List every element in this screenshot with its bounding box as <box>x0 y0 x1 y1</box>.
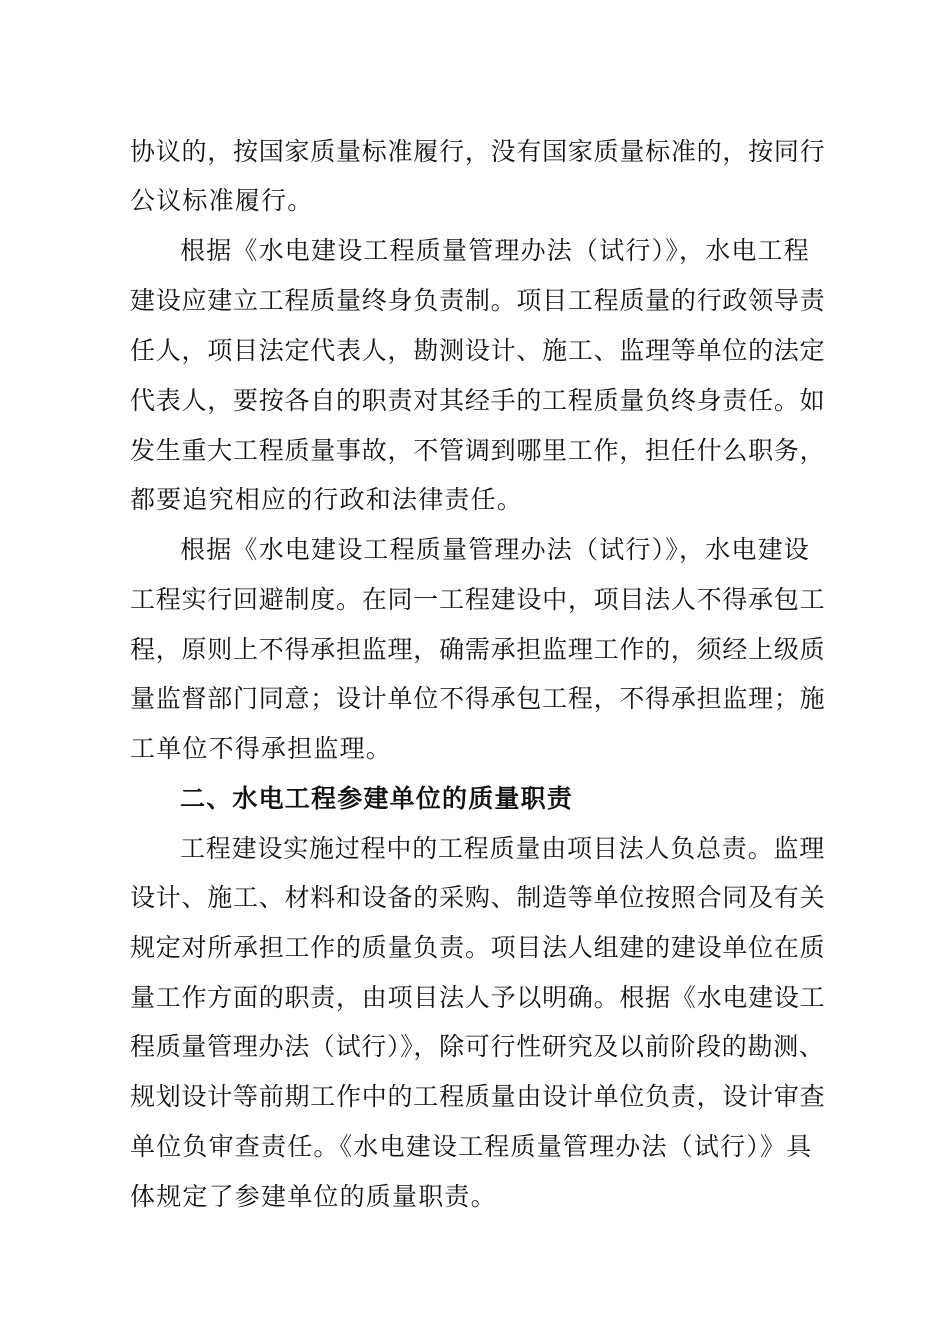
paragraph-line: 任人，项目法定代表人，勘测设计、施工、监理等单位的法定 <box>130 336 826 365</box>
paragraph-line: 单位负审查责任。《水电建设工程质量管理办法（试行）》具 <box>130 1132 813 1161</box>
paragraph-line: 协议的，按国家质量标准履行，没有国家质量标准的，按同行 <box>130 137 826 166</box>
paragraph-line: 设计、施工、材料和设备的采购、制造等单位按照合同及有关 <box>130 883 826 912</box>
paragraph-line: 根据《水电建设工程质量管理办法（试行）》，水电建设 <box>180 535 811 564</box>
paragraph-line: 程质量管理办法（试行）》，除可行性研究及以前阶段的勘测、 <box>130 1032 825 1061</box>
paragraph-line: 建设应建立工程质量终身负责制。项目工程质量的行政领导责 <box>130 286 826 315</box>
section-heading: 二、水电工程参建单位的质量职责 <box>180 784 574 813</box>
paragraph-line: 发生重大工程质量事故，不管调到哪里工作，担任什么职务， <box>130 436 826 465</box>
paragraph-line: 规定对所承担工作的质量负责。项目法人组建的建设单位在质 <box>130 933 826 962</box>
paragraph-line: 都要追究相应的行政和法律责任。 <box>130 485 524 514</box>
paragraph-line: 量工作方面的职责，由项目法人予以明确。根据《水电建设工 <box>130 983 826 1012</box>
paragraph-line: 工程实行回避制度。在同一工程建设中，项目法人不得承包工 <box>130 585 826 614</box>
paragraph-line: 程，原则上不得承担监理，确需承担监理工作的，须经上级质 <box>130 635 826 664</box>
paragraph-line: 规划设计等前期工作中的工程质量由设计单位负责，设计审查 <box>130 1082 826 1111</box>
paragraph-line: 体规定了参建单位的质量职责。 <box>130 1182 497 1211</box>
paragraph-line: 工单位不得承担监理。 <box>130 734 393 763</box>
paragraph-line: 公议标准履行。 <box>130 186 314 215</box>
paragraph-line: 根据《水电建设工程质量管理办法（试行）》，水电工程 <box>180 236 811 265</box>
paragraph-line: 量监督部门同意；设计单位不得承包工程，不得承担监理；施 <box>130 684 826 713</box>
paragraph-line: 工程建设实施过程中的工程质量由项目法人负总责。监理 <box>180 834 826 863</box>
paragraph-line: 代表人，要按各自的职责对其经手的工程质量负终身责任。如 <box>130 386 826 415</box>
